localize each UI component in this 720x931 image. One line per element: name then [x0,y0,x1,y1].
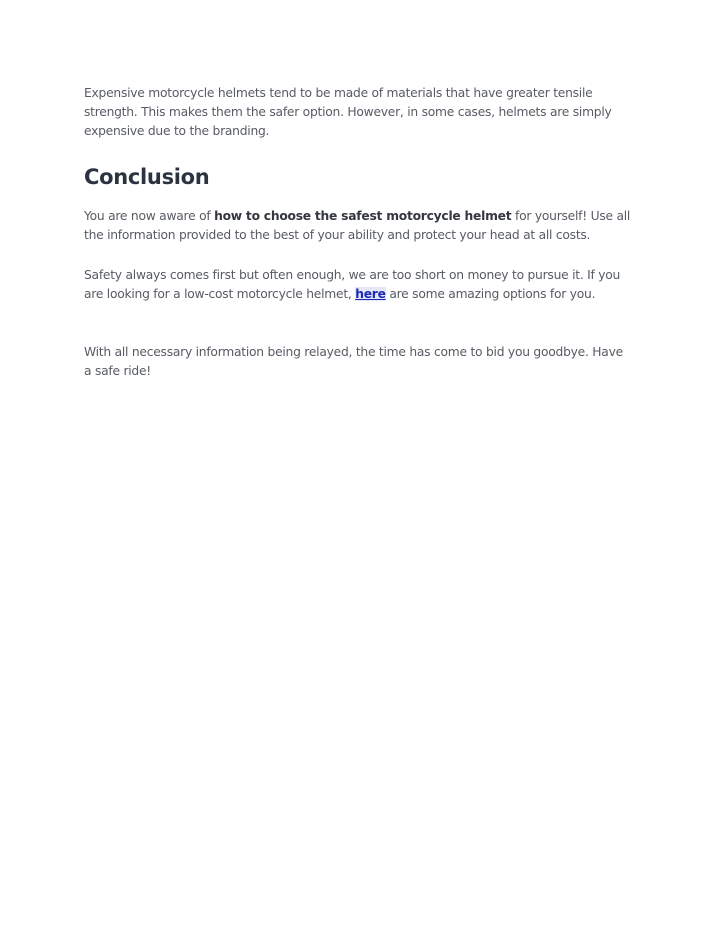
here-link[interactable]: here [355,287,386,301]
paragraph-low-cost [84,266,632,304]
section-heading-conclusion: Conclusion [84,165,210,189]
paragraph-text: Safety always comes first but often enough, we are too short on money to pursue it. If you are looking for a low-cost motorcycle helmet, [84,268,621,301]
bold-phrase: how to choose the safest motorcycle helmet [214,209,512,223]
paragraph-text: You are now aware of [84,209,215,223]
paragraph-text: are some amazing options for you. [385,287,596,301]
paragraph-goodbye: With all necessary information being relayed, the time has come to bid you goodbye. Have a safe ride! [84,345,623,378]
paragraph-text: for yourself! Use all the information provided to the best of your ability and protect your head at all costs. [84,209,631,242]
paragraph-conclusion-intro [84,207,640,245]
paragraph-helmet-materials: Expensive motorcycle helmets tend to be made of materials that have greater tensile strength. This makes them the safer option. However, in some cases, helmets are simply expensive due to the branding. [84,86,612,138]
